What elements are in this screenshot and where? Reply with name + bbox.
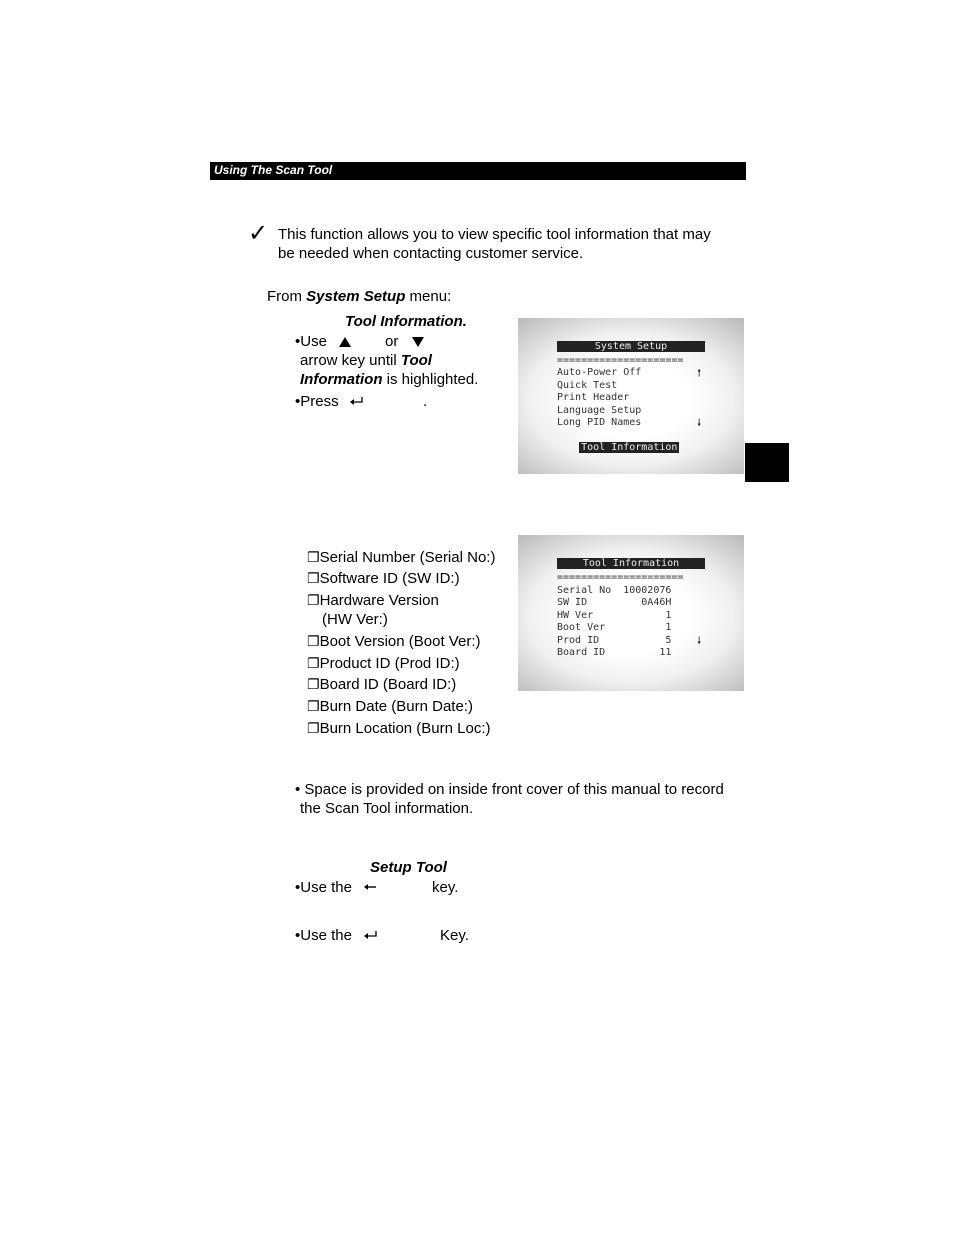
from-suffix: menu:	[405, 288, 452, 305]
list-item-label: Software ID (SW ID:)	[319, 570, 460, 587]
menu-item-tool-information	[555, 430, 679, 466]
press-period: .	[423, 393, 428, 410]
list-item	[307, 719, 491, 739]
checkbox-icon: ❐	[307, 656, 320, 672]
intro-line-2: be needed when contacting customer service.	[278, 245, 584, 262]
list-item	[307, 632, 480, 652]
info-row-serial: Serial No 10002076	[557, 585, 672, 596]
section-title: Using The Scan Tool	[214, 163, 333, 177]
info-row-prod-id: Prod ID 5	[557, 635, 672, 646]
menu-item-auto-power-off: Auto-Power Off	[557, 367, 642, 378]
list-item	[307, 591, 439, 611]
return-target: Setup Tool	[370, 859, 447, 876]
scroll-down-icon: 🠗	[697, 636, 702, 647]
or-label: or	[385, 333, 399, 350]
from-prefix: From	[267, 288, 307, 305]
scroll-down-icon: 🠗	[697, 418, 702, 429]
use-enter-suffix: Key.	[440, 927, 469, 944]
menu-item-print-header: Print Header	[557, 392, 630, 403]
screen-separator: =====================	[557, 572, 684, 583]
tool-information-screen	[518, 535, 744, 691]
enter-key-icon	[349, 396, 364, 407]
scroll-up-icon: 🠕	[697, 368, 702, 379]
arrow-line2-suffix: is highlighted.	[382, 371, 479, 388]
list-item	[307, 548, 495, 568]
up-arrow-key-icon	[338, 336, 352, 348]
from-menu-line	[267, 287, 451, 306]
checkbox-icon: ❐	[307, 571, 320, 587]
info-row-board-id: Board ID 11	[557, 647, 672, 658]
arrow-instruction-line-2	[300, 370, 478, 389]
system-setup-screen	[518, 318, 744, 474]
list-item	[307, 569, 460, 589]
arrow-instruction-line-1	[300, 351, 432, 370]
note-line-2: the Scan Tool information.	[300, 800, 474, 817]
enter-key-icon	[363, 930, 378, 941]
checkbox-icon: ❐	[307, 677, 320, 693]
list-item	[307, 675, 456, 695]
arrow-line2-bold: Information	[300, 371, 383, 388]
list-item-label: Burn Location (Burn Loc:)	[319, 720, 491, 737]
list-item	[307, 697, 473, 717]
checkbox-icon: ❐	[307, 634, 320, 650]
menu-item-quick-test: Quick Test	[557, 380, 618, 391]
checkbox-icon: ❐	[307, 699, 320, 715]
use-back-prefix: •Use the	[295, 879, 352, 896]
select-target: Tool Information.	[345, 313, 467, 330]
section-header-bar	[210, 162, 746, 180]
down-arrow-key-icon	[411, 336, 425, 348]
screen-title: System Setup	[557, 341, 705, 352]
list-item-label: Hardware Version	[319, 592, 439, 609]
press-label: •Press	[295, 393, 339, 410]
checkmark-icon: ✓	[248, 219, 269, 247]
from-menu-name: System Setup	[306, 288, 406, 305]
chapter-tab	[745, 443, 789, 482]
screen-title: Tool Information	[557, 558, 705, 569]
selected-item: Tool Information	[581, 442, 678, 453]
list-item-label: Board ID (Board ID:)	[319, 676, 457, 693]
use-enter-prefix: •Use the	[295, 927, 352, 944]
list-item-label: Product ID (Prod ID:)	[319, 655, 460, 672]
menu-item-language-setup: Language Setup	[557, 405, 642, 416]
list-item-label: Burn Date (Burn Date:)	[319, 698, 473, 715]
list-item-continuation: (HW Ver:)	[322, 611, 388, 628]
use-back-suffix: key.	[432, 879, 459, 896]
checkbox-icon: ❐	[307, 593, 320, 609]
intro-line-1: This function allows you to view specific tool information that may	[278, 226, 711, 243]
info-row-hw-ver: HW Ver 1	[557, 610, 672, 621]
arrow-line1-bold: Tool	[400, 352, 432, 369]
list-item-label: Boot Version (Boot Ver:)	[319, 633, 481, 650]
info-row-sw-id: SW ID 0A46H	[557, 597, 672, 608]
back-key-icon	[363, 882, 377, 892]
note-line-1: • Space is provided on inside front cover of this manual to record	[295, 781, 724, 798]
info-row-boot-ver: Boot Ver 1	[557, 622, 672, 633]
list-item	[307, 654, 460, 674]
screen-separator: =====================	[557, 355, 684, 366]
arrow-line1-prefix: arrow key until	[300, 352, 401, 369]
use-label: •Use	[295, 333, 327, 350]
menu-item-long-pid-names: Long PID Names	[557, 417, 642, 428]
list-item-label: Serial Number (Serial No:)	[319, 549, 496, 566]
checkbox-icon: ❐	[307, 721, 320, 737]
checkbox-icon: ❐	[307, 550, 320, 566]
